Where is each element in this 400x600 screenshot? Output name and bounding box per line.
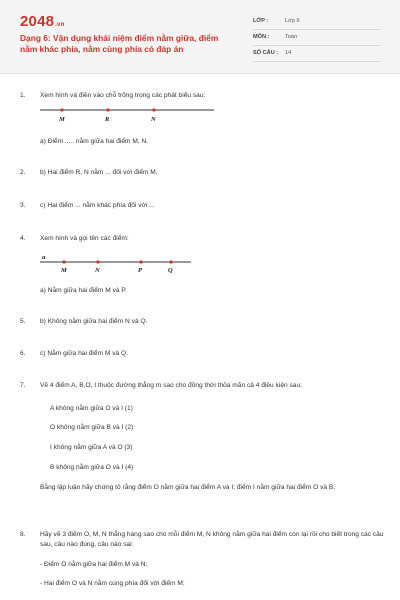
point-n-dot <box>96 260 99 263</box>
meta-key: LỚP : <box>253 18 269 24</box>
question-number: 3. <box>20 202 26 209</box>
meta-row-subject <box>253 31 381 46</box>
point-r-dot <box>106 108 109 111</box>
point-label: Q <box>168 267 173 274</box>
lesson-title: Dạng 6: Vận dụng khái niệm điểm nằm giữa, điểm nằm khác phía, nằm cùng phía có đáp án <box>20 33 219 54</box>
question-text: Hãy vẽ 3 điểm O, M, N thẳng hàng sao cho mỗi điểm M, N không nằm giữa hai điểm còn lại rồi cho biết trong các câu sau, câu nào đúng, câu nào sai: <box>40 531 384 548</box>
point-label: R <box>105 116 110 123</box>
question-number: 6. <box>20 350 26 357</box>
question-text: b) Không nằm giữa hai điểm N và Q. <box>40 318 148 325</box>
question-number: 1. <box>20 92 26 99</box>
point-p-dot <box>139 260 142 263</box>
point-label: N <box>95 267 100 274</box>
question-8-item-2: - Hai điểm O và N nằm cùng phía đối với điểm M; <box>40 580 185 587</box>
point-n-dot <box>152 108 155 111</box>
meta-value: 14 <box>285 50 292 56</box>
question-7-note: Bằng lập luận hãy chứng tỏ rằng điểm O nằm giữa hai điểm A và I; điểm I nằm giữa hai điểm O và B. <box>40 484 336 491</box>
figure-line-mrn <box>38 104 218 126</box>
condition-4: B không nằm giữa O và I (4) <box>50 464 134 471</box>
point-label: P <box>138 267 142 274</box>
line-label: a <box>42 254 46 261</box>
site-logo[interactable] <box>20 13 64 30</box>
point-label: N <box>151 116 156 123</box>
condition-3: I không nằm giữa A và O (3) <box>50 444 133 451</box>
logo-text: 2048 <box>20 13 55 30</box>
question-number: 8. <box>20 531 26 538</box>
meta-row-count <box>253 47 381 62</box>
question-text: Xem hình và điền vào chỗ trống trong các phát biểu sau: <box>40 92 206 99</box>
meta-key: MÔN : <box>253 34 270 40</box>
point-label: M <box>61 267 67 274</box>
page-header <box>0 0 400 74</box>
question-text: Vẽ 4 điểm A, B,O, I thuộc đường thẳng m sao cho đồng thời thỏa mãn cả 4 điều kiện sau: <box>40 382 302 389</box>
question-text: c) Hai điểm ... nằm khác phía đối với ... <box>40 202 155 209</box>
condition-2: O không nằm giữa B và I (2) <box>50 424 134 431</box>
point-q-dot <box>169 260 172 263</box>
question-number: 4. <box>20 235 26 242</box>
logo-suffix: .vn <box>55 22 65 28</box>
question-1a: a) Điểm ..... nằm giữa hai điểm M, N. <box>40 138 149 145</box>
meta-panel <box>253 15 381 63</box>
question-number: 2. <box>20 169 26 176</box>
meta-value: Lớp 6 <box>285 18 300 24</box>
question-8-item-1: - Điểm O nằm giữa hai điểm M và N; <box>40 561 148 568</box>
question-text: c) Nằm giữa hai điểm M và Q. <box>40 350 128 357</box>
meta-key: SỐ CÂU : <box>253 50 279 56</box>
question-number: 7. <box>20 382 26 389</box>
question-number: 5. <box>20 318 26 325</box>
question-4a: a) Nằm giữa hai điểm M và P. <box>40 287 127 294</box>
question-text: b) Hai điểm R, N nằm ... đối với điểm M. <box>40 169 158 176</box>
condition-1: A không nằm giữa O và I (1) <box>50 405 133 412</box>
point-m-dot <box>62 260 65 263</box>
figure-line-mnpq <box>38 253 198 275</box>
meta-value: Toán <box>285 34 298 40</box>
question-text: Xem hình và gọi tên các điểm: <box>40 235 129 242</box>
meta-row-class <box>253 15 381 30</box>
point-m-dot <box>60 108 63 111</box>
point-label: M <box>59 116 65 123</box>
